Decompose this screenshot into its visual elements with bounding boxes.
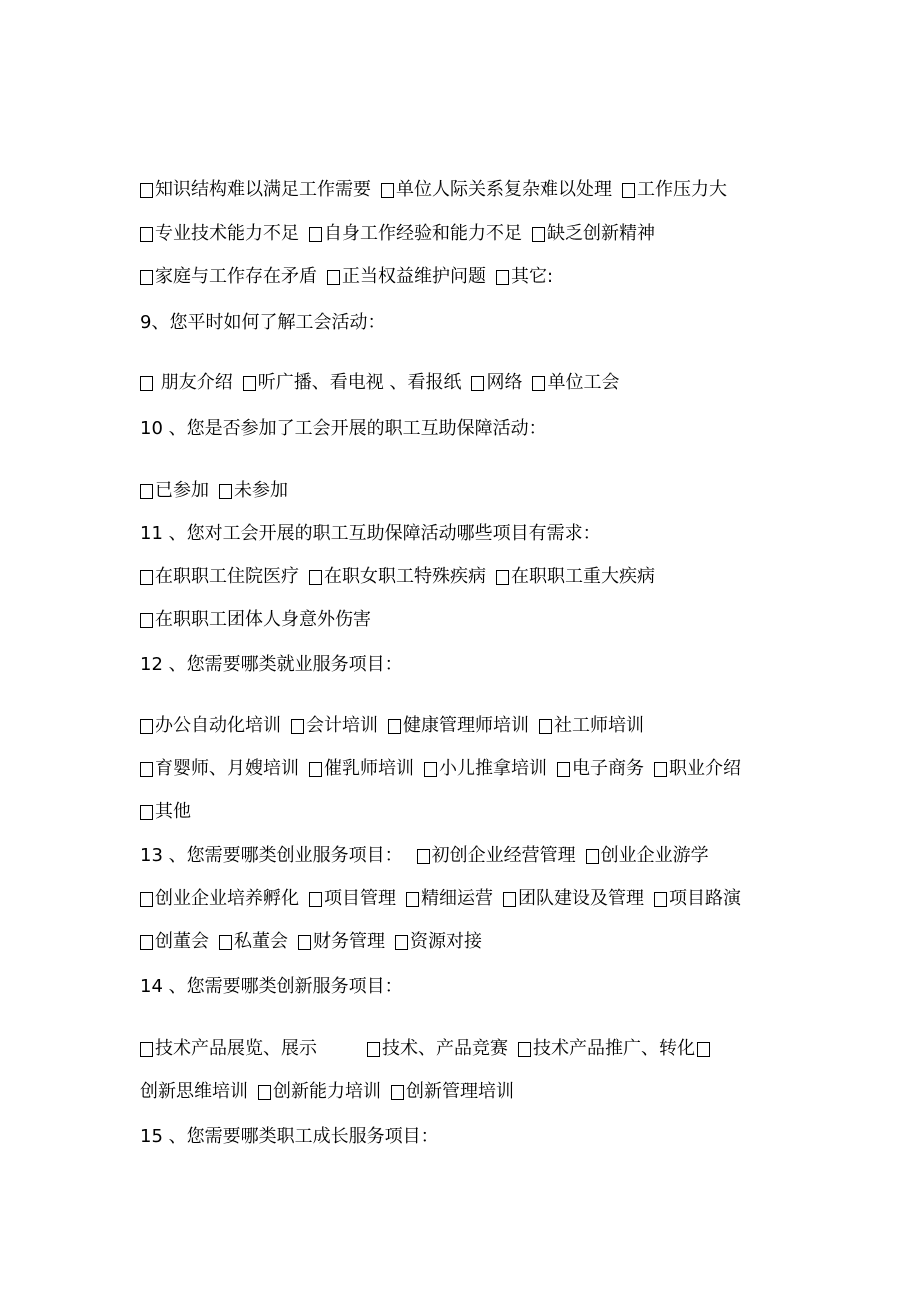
q11-row-2 xyxy=(140,606,371,634)
question-13-line xyxy=(140,842,709,870)
q12-row-1 xyxy=(140,712,644,740)
option[interactable]: 未参加 xyxy=(219,477,288,505)
option[interactable]: 资源对接 xyxy=(395,928,482,956)
q13-row-1 xyxy=(140,885,741,913)
option[interactable]: 创业企业游学 xyxy=(586,842,709,870)
checkbox-icon[interactable] xyxy=(140,270,153,285)
checkbox-icon[interactable] xyxy=(140,376,153,391)
checkbox-icon[interactable] xyxy=(395,935,408,950)
option[interactable]: 在职职工重大疾病 xyxy=(496,563,655,591)
q14-row-1 xyxy=(140,1035,710,1063)
question-9-title: 9、您平时如何了解工会活动： xyxy=(140,312,386,333)
checkbox-icon[interactable] xyxy=(557,762,570,777)
checkbox-icon[interactable] xyxy=(258,1085,271,1100)
checkbox-icon[interactable] xyxy=(291,719,304,734)
option[interactable]: 精细运营 xyxy=(406,885,493,913)
option[interactable]: 技术、产品竞赛 xyxy=(367,1035,508,1063)
option[interactable]: 职业介绍 xyxy=(654,755,741,783)
option[interactable]: 技术产品展览、展示 xyxy=(140,1035,317,1063)
checkbox-icon[interactable] xyxy=(140,892,153,907)
q8-row-3 xyxy=(140,263,553,291)
question-10-title: 10 、您是否参加了工会开展的职工互助保障活动： xyxy=(140,418,547,439)
option[interactable]: 项目管理 xyxy=(309,885,396,913)
checkbox-icon[interactable] xyxy=(367,1042,380,1057)
option[interactable]: 家庭与工作存在矛盾 xyxy=(140,263,317,291)
option[interactable]: 单位人际关系复杂难以处理 xyxy=(381,176,612,204)
checkbox-icon[interactable] xyxy=(532,376,545,391)
question-12-title: 12 、您需要哪类就业服务项目： xyxy=(140,654,403,675)
q11-row-1 xyxy=(140,563,655,591)
checkbox-icon[interactable] xyxy=(309,227,322,242)
checkbox-icon[interactable] xyxy=(417,849,430,864)
q8-row-1 xyxy=(140,176,727,204)
option[interactable]: 知识结构难以满足工作需要 xyxy=(140,176,371,204)
checkbox-icon[interactable] xyxy=(309,892,322,907)
checkbox-icon[interactable] xyxy=(140,935,153,950)
option[interactable]: 专业技术能力不足 xyxy=(140,220,299,248)
checkbox-icon[interactable] xyxy=(406,892,419,907)
option[interactable]: 团队建设及管理 xyxy=(503,885,644,913)
option[interactable]: 项目路演 xyxy=(654,885,741,913)
option-label[interactable]: 创新思维培训 xyxy=(140,1081,248,1102)
option[interactable]: 在职职工住院医疗 xyxy=(140,563,299,591)
option[interactable]: 私董会 xyxy=(219,928,288,956)
checkbox-icon[interactable] xyxy=(140,484,153,499)
checkbox-icon[interactable] xyxy=(327,270,340,285)
checkbox-icon[interactable] xyxy=(243,376,256,391)
checkbox-icon[interactable] xyxy=(140,183,153,198)
option[interactable]: 育婴师、月嫂培训 xyxy=(140,755,299,783)
checkbox-icon[interactable] xyxy=(140,570,153,585)
checkbox-icon[interactable] xyxy=(654,892,667,907)
option[interactable]: 初创企业经营管理 xyxy=(417,842,576,870)
q10-options xyxy=(140,477,288,505)
option[interactable]: 已参加 xyxy=(140,477,209,505)
q9-options xyxy=(140,369,619,397)
checkbox-icon[interactable] xyxy=(140,762,153,777)
checkbox-icon[interactable] xyxy=(697,1042,710,1057)
option[interactable]: 其它: xyxy=(496,263,553,291)
option[interactable]: 健康管理师培训 xyxy=(388,712,529,740)
option[interactable]: 小儿推拿培训 xyxy=(424,755,547,783)
checkbox-icon[interactable] xyxy=(518,1042,531,1057)
checkbox-icon[interactable] xyxy=(539,719,552,734)
checkbox-icon[interactable] xyxy=(140,227,153,242)
checkbox-icon[interactable] xyxy=(140,613,153,628)
option[interactable]: 会计培训 xyxy=(291,712,378,740)
checkbox-icon[interactable] xyxy=(309,570,322,585)
checkbox-icon[interactable] xyxy=(381,183,394,198)
q13-row-2 xyxy=(140,928,482,956)
option[interactable]: 办公自动化培训 xyxy=(140,712,281,740)
question-15-title: 15 、您需要哪类职工成长服务项目： xyxy=(140,1126,439,1147)
checkbox-icon[interactable] xyxy=(471,376,484,391)
checkbox-icon[interactable] xyxy=(140,1042,153,1057)
option[interactable]: 创业企业培养孵化 xyxy=(140,885,299,913)
checkbox-icon[interactable] xyxy=(496,270,509,285)
checkbox-icon[interactable] xyxy=(140,805,153,820)
option[interactable]: 在职职工团体人身意外伤害 xyxy=(140,606,371,634)
checkbox-icon[interactable] xyxy=(496,570,509,585)
option[interactable]: 工作压力大 xyxy=(622,176,727,204)
option[interactable]: 创董会 xyxy=(140,928,209,956)
option[interactable]: 其他 xyxy=(140,798,191,826)
question-14-title: 14 、您需要哪类创新服务项目： xyxy=(140,976,403,997)
q14-row-2 xyxy=(140,1078,514,1106)
option[interactable]: 听广播、看电视 、看报纸 xyxy=(243,369,462,397)
checkbox-icon[interactable] xyxy=(298,935,311,950)
checkbox-icon[interactable] xyxy=(654,762,667,777)
checkbox-icon[interactable] xyxy=(140,719,153,734)
option[interactable]: 缺乏创新精神 xyxy=(532,220,655,248)
option[interactable]: 朋友介绍 xyxy=(140,369,233,397)
option[interactable]: 创新能力培训 xyxy=(258,1078,381,1106)
option[interactable]: 社工师培训 xyxy=(539,712,644,740)
checkbox-icon[interactable] xyxy=(503,892,516,907)
checkbox-icon[interactable] xyxy=(309,762,322,777)
checkbox-icon[interactable] xyxy=(424,762,437,777)
option[interactable]: 在职女职工特殊疾病 xyxy=(309,563,486,591)
checkbox-icon[interactable] xyxy=(219,935,232,950)
question-13-title: 13 、您需要哪类创业服务项目： xyxy=(140,845,403,866)
question-11-title: 11 、您对工会开展的职工互助保障活动哪些项目有需求： xyxy=(140,523,601,544)
option[interactable]: 催乳师培训 xyxy=(309,755,414,783)
option[interactable]: 创新管理培训 xyxy=(391,1078,514,1106)
option[interactable]: 网络 xyxy=(471,369,522,397)
option[interactable]: 单位工会 xyxy=(532,369,619,397)
q12-row-3 xyxy=(140,798,191,826)
checkbox-icon[interactable] xyxy=(219,484,232,499)
q8-row-2 xyxy=(140,220,655,248)
checkbox-icon[interactable] xyxy=(388,719,401,734)
checkbox-icon[interactable] xyxy=(622,183,635,198)
option[interactable]: 技术产品推广、转化 xyxy=(518,1035,695,1063)
checkbox-icon[interactable] xyxy=(532,227,545,242)
option[interactable]: 财务管理 xyxy=(298,928,385,956)
checkbox-icon[interactable] xyxy=(586,849,599,864)
checkbox-icon[interactable] xyxy=(391,1085,404,1100)
option[interactable]: 自身工作经验和能力不足 xyxy=(309,220,522,248)
option[interactable]: 电子商务 xyxy=(557,755,644,783)
q12-row-2 xyxy=(140,755,741,783)
option[interactable]: 正当权益维护问题 xyxy=(327,263,486,291)
